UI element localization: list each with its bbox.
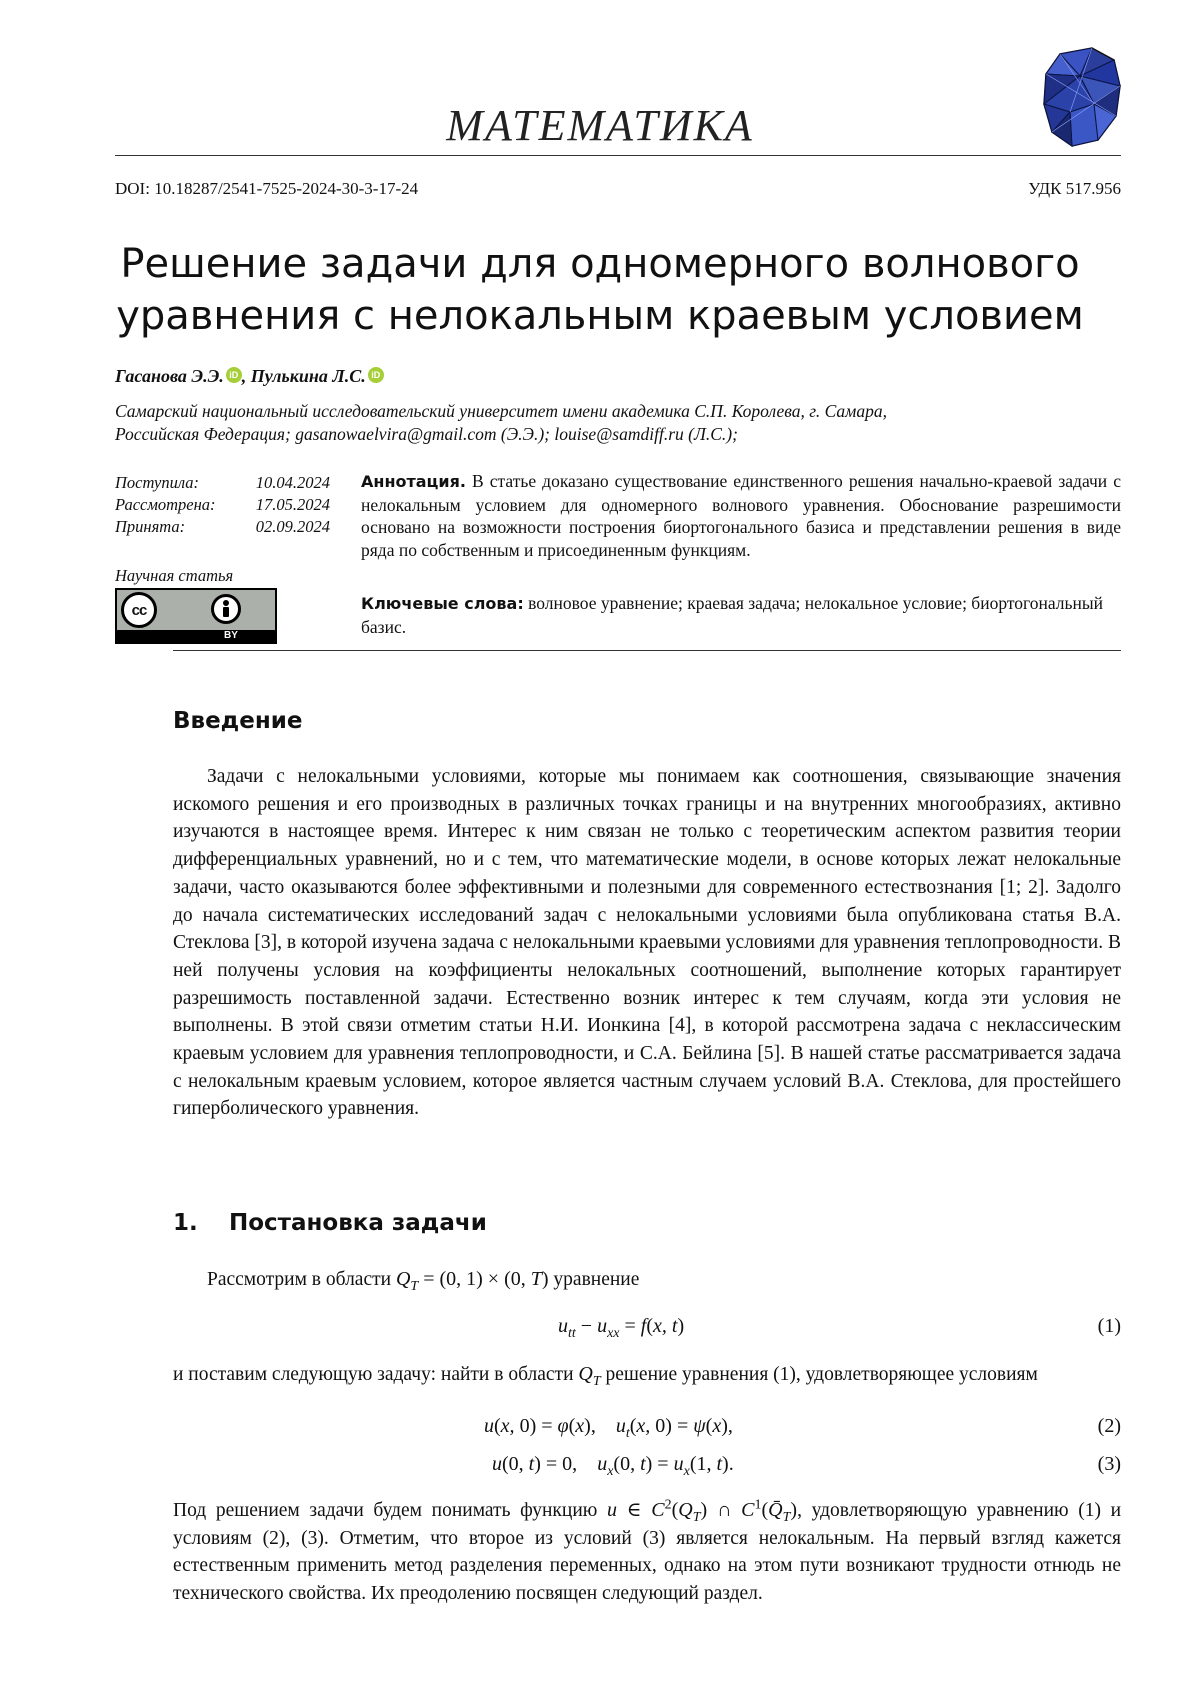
abstract: [361, 470, 1121, 561]
section-1-paragraph-2: и поставим следующую задачу: найти в области $Q_T$ решение уравнения (1), удовлетворяющее условиям: [173, 1363, 1038, 1389]
inline-formula: $Q_T$: [578, 1363, 601, 1389]
keywords: [361, 592, 1121, 638]
journal-section-title: МАТЕМАТИКА: [446, 101, 754, 150]
abstract-text: В статье доказано существование единственного решения начально-краевой задачи с нелокальным условием для одномерного волнового уравнения. Обоснование разрешимости основано на возможности построения биортогонального базиса и представлении решения в виде ряда по собственным и присоединенным функциям.: [361, 471, 1121, 560]
equation-3: u(0, t) = 0, $u_x(0$, $t) = u_x(1$, t).: [492, 1453, 734, 1479]
section-number: 1.: [173, 1210, 198, 1236]
equation-number: (3): [1097, 1453, 1121, 1475]
header-divider: [115, 155, 1121, 156]
received-label: Поступила:: [115, 473, 199, 492]
affiliation-line-1: Самарский национальный исследовательский университет имени академика С.П. Королева, г. Самара,: [115, 401, 887, 421]
equation-2: u(x, 0) = φ(x), $u_t(x$, 0) = ψ(x),: [484, 1415, 733, 1441]
author-2: Пулькина Л.С.: [250, 366, 366, 386]
keywords-text: волновое уравнение; краевая задача; нелокальное условие; биортогональный базис.: [361, 593, 1103, 637]
equation-1: $u_{tt} - u_{xx} = f(x$, t): [558, 1315, 685, 1341]
title-line-1: Решение задачи для одномерного волнового: [120, 241, 1080, 287]
equation-number: (2): [1097, 1415, 1121, 1437]
article-type: Научная статья: [115, 566, 234, 585]
person-icon: [211, 594, 241, 624]
accepted-date: 02.09.2024: [255, 517, 330, 536]
inline-formula: $Q_T = (0$, 1) × (0, T): [395, 1268, 549, 1294]
paper-title: [60, 238, 1140, 342]
abstract-divider: [173, 650, 1121, 651]
intro-heading: Введение: [173, 708, 303, 734]
cc-icon: cc: [121, 592, 157, 628]
reviewed-label: Рассмотрена:: [115, 495, 216, 514]
affiliation: [115, 400, 1125, 446]
authors: [115, 366, 384, 387]
title-line-2: уравнения с нелокальным краевым условием: [116, 293, 1084, 339]
equation-number: (1): [1097, 1315, 1121, 1337]
author-1: Гасанова Э.Э.: [115, 366, 224, 386]
by-label: BY: [224, 630, 238, 641]
inline-formula: u ∈ $C^2(Q_T)$ ∩ $C^1(Q̄_T)$: [606, 1497, 798, 1525]
intro-paragraph: Задачи с нелокальными условиями, которые мы понимаем как соотношения, связывающие значения искомого решения и его производных в различных точках границы и на внутренних многообразиях, активно изучаются в настоящее время. Интерес к ним связан не только с теоретическим аспектом развития теории дифференциальных уравнений, но и с тем, что математические модели, в основе которых лежат нелокальные задачи, часто оказываются более эффективными и полезными для современного естествознания [1; 2]. Задолго до начала систематических исследований задач с нелокальными условиями была опубликована статья В.А. Стеклова [3], в которой изучена задача с нелокальными краевыми условиями для уравнения теплопроводности. В ней получены условия на коэффициенты нелокальных соотношений, выполнение которых гарантирует разрешимость поставленной задачи. Естественно возник интерес к тем случаям, когда эти условия не выполнены. В этой связи отметим статьи Н.И. Ионкина [4], в которой рассмотрена задача с неклассическим краевым условием для уравнения теплопроводности, и С.А. Бейлина [5]. В нашей статье рассматривается задача с нелокальным краевым условием, которое является частным случаем условий В.А. Стеклова, для простейшего гиперболического уравнения.: [173, 766, 1121, 1120]
article-dates: [115, 472, 330, 538]
section-1-paragraph-3: Под решением задачи будем понимать функцию u ∈ $C^2(Q_T)$ ∩ $C^1(Q̄_T)$, удовлетворяющую уравнению (1) и условиям (2), (3). Отметим, что второе из условий (3) является нелокальным. На первый взгляд кажется естественным применить метод разделения переменных, однако на этом пути возникают трудности отнюдь не технического свойства. Их преодолению посвящен следующий раздел.: [173, 1497, 1122, 1605]
section-title: Постановка задачи: [229, 1210, 487, 1236]
keywords-label: Ключевые слова:: [361, 594, 524, 613]
orcid-icon[interactable]: iD: [226, 367, 242, 383]
orcid-icon[interactable]: iD: [368, 367, 384, 383]
cc-by-license-badge[interactable]: [115, 588, 277, 644]
doi[interactable]: DOI: 10.18287/2541-7525-2024-30-3-17-24: [115, 179, 419, 198]
received-date: 10.04.2024: [255, 473, 330, 492]
section-1-heading: [173, 1210, 487, 1236]
abstract-label: Аннотация.: [361, 472, 466, 491]
section-1-paragraph-1: Рассмотрим в области $Q_T = (0$, 1) × (0, T) уравнение: [207, 1268, 640, 1294]
author-separator: ,: [241, 366, 247, 386]
accepted-label: Принята:: [115, 517, 186, 536]
udk: УДК 517.956: [1028, 179, 1121, 198]
reviewed-date: 17.05.2024: [255, 495, 330, 514]
affiliation-line-2: Российская Федерация; gasanowaelvira@gmail.com (Э.Э.); louise@samdiff.ru (Л.С.);: [115, 424, 738, 444]
